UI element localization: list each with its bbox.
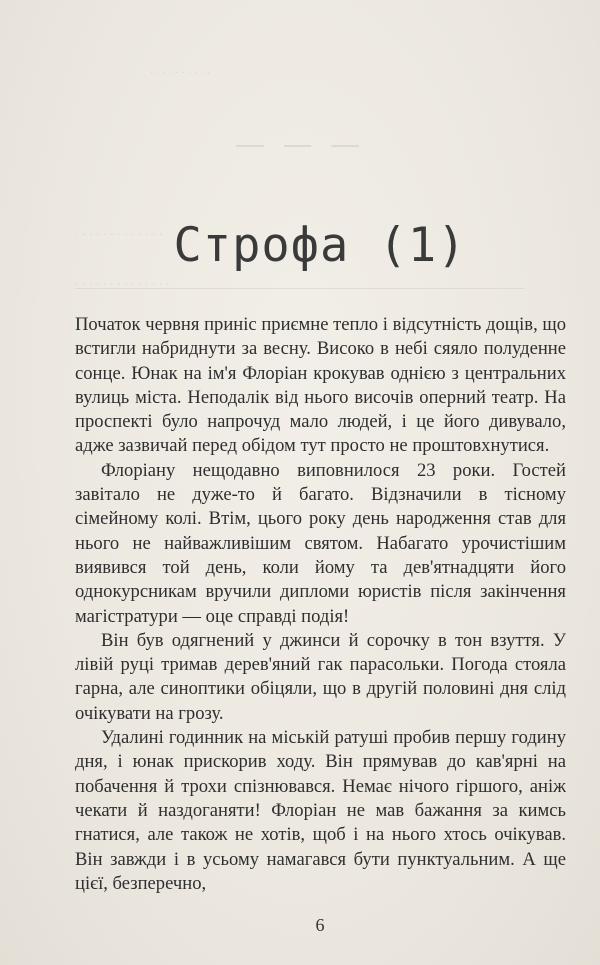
- bleed-through-text: · · · · · · · · · · · · · ·: [75, 278, 170, 291]
- bleed-through-text: · · · · · · · · · ·: [150, 68, 211, 79]
- paragraph: Він був одягнений у джинси й сорочку в тон взуття. У лівій руці тримав дерев'яний гак парасольки. Погода стояла гарна, але синоптики обіцяли, що в другій половині дня слід очікувати на грозу.: [75, 629, 566, 724]
- bleed-through-heading: — — —: [235, 127, 365, 162]
- paragraph: Удалині годинник на міській ратуші пробив першу годину дня, і юнак прискорив ходу. Він прямував до кав'ярні на побачення й трохи спізнювався. Немає нічого гіршого, аніж чекати й наздоганяти! Флоріан не мав бажання за кимсь гнатися, але також не хотів, щоб і на нього хтось очікував. Він завжди і в усьому намагався бути пунктуальним. А ще цієї, безперечно,: [75, 727, 566, 894]
- chapter-title: Строфа (1): [173, 218, 467, 273]
- paragraph: Початок червня приніс приємне тепло і відсутність дощів, що встигли набриднути за весну. Високо в небі сяяло полуденне сонце. Юнак на ім'я Флоріан крокував однією з центральних вулиць міста. Неподалік від нього височів оперний театр. На проспекті було напрочуд мало людей, і це його дивувало, адже зазвичай перед обідом тут просто не проштовхнутися.: [75, 314, 566, 457]
- bleed-through-rule: [75, 288, 525, 289]
- page-number: 6: [315, 915, 325, 935]
- paragraph: Флоріану нещодавно виповнилося 23 роки. Гостей завітало не дуже-то й багато. Відзначили в тісному сімейному колі. Втім, цього року день народження став для нього не найважливішим святом. Набагато урочистішим виявився той день, коли йому та дев'ятнадцяти його однокурсникам вручили дипломи юристів після закінчення магістратури — оце справді подія!: [75, 459, 566, 627]
- chapter-body: [75, 313, 566, 896]
- bleed-through-text: · · · · · · · · · · · · ·: [75, 228, 163, 241]
